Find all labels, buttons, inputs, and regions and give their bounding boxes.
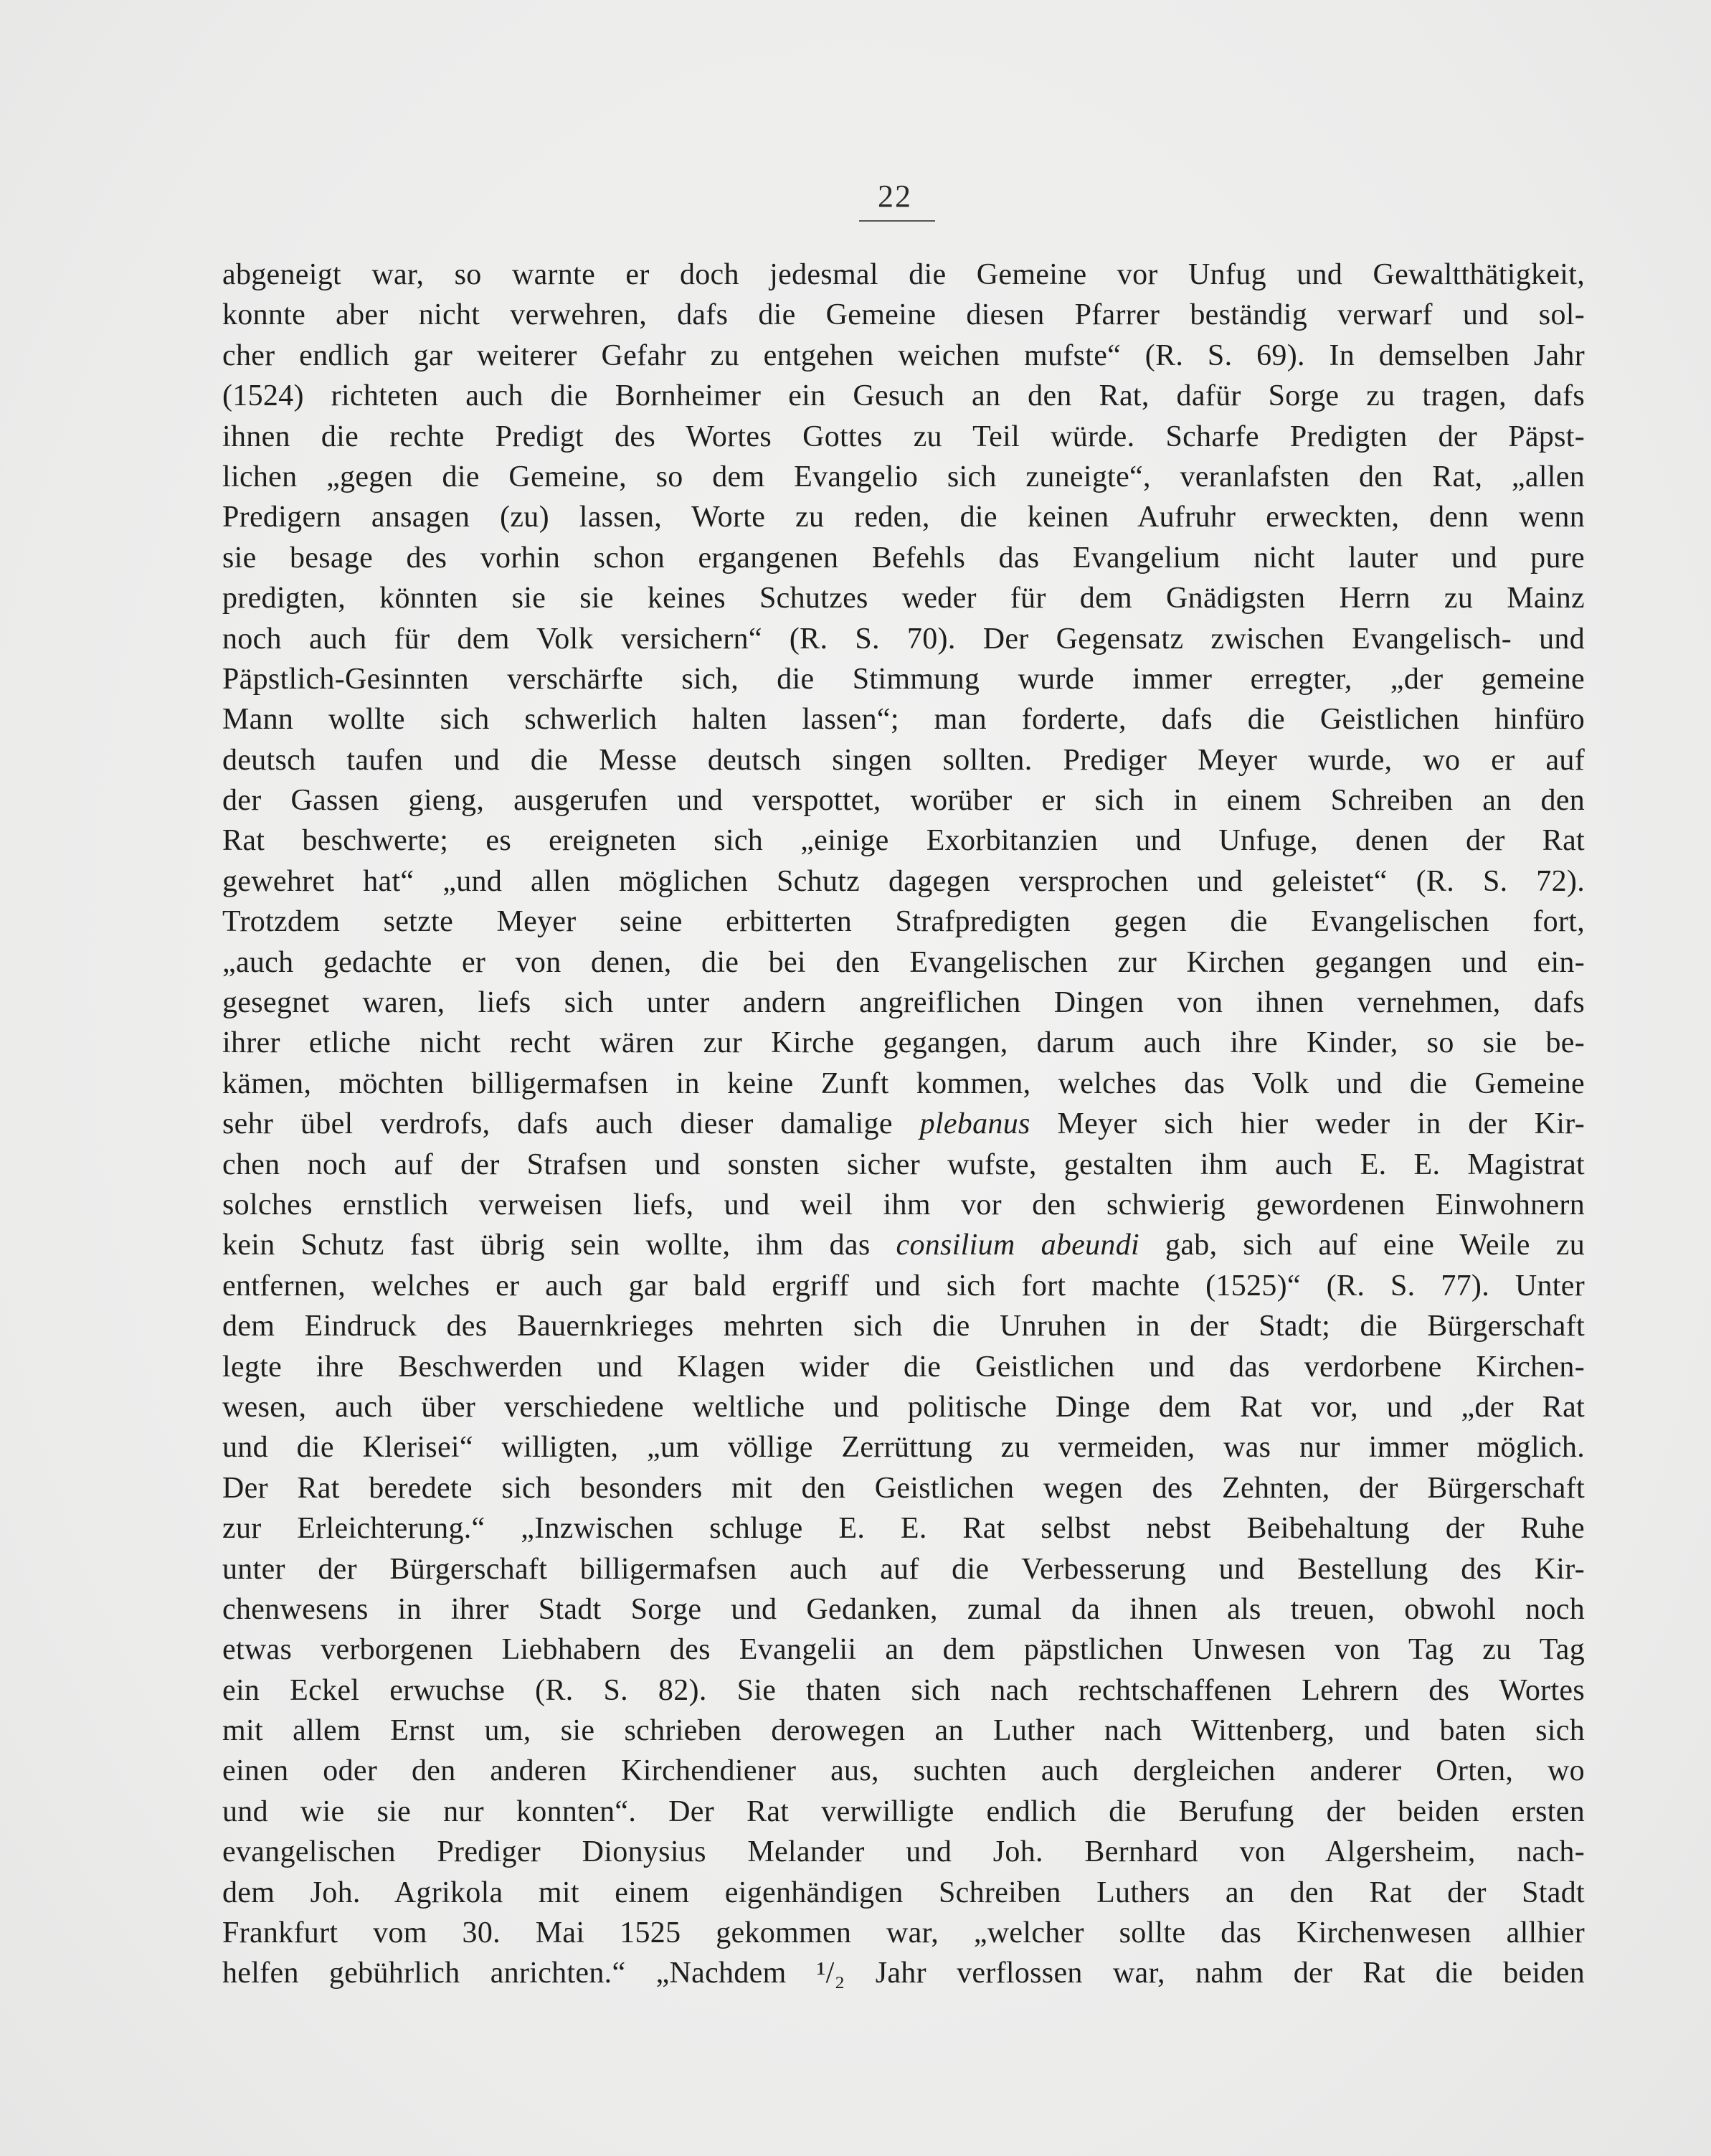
text-line: solches ernstlich verweisen liefs, und weil ihm vor den schwierig gewordenen Einwohnern bbox=[222, 1188, 1585, 1221]
text-line: mit allem Ernst um, sie schrieben derowegen an Luther nach Wittenberg, und baten sich bbox=[222, 1714, 1585, 1748]
text-line: lichen „gegen die Gemeine, so dem Evangelio sich zuneigte“, veranlafsten den Rat, „allen bbox=[222, 460, 1585, 493]
text-line: predigten, könnten sie sie keines Schutzes weder für dem Gnädigsten Herrn zu Mainz bbox=[222, 582, 1585, 615]
text-line: Mann wollte sich schwerlich halten lassen“; man forderte, dafs die Geistlichen hinfüro bbox=[222, 703, 1585, 737]
text-line: dem Eindruck des Bauernkrieges mehrten sich die Unruhen in der Stadt; die Bürgerschaft bbox=[222, 1310, 1585, 1343]
text-line: gesegnet waren, liefs sich unter andern angreiflichen Dingen von ihnen vernehmen, dafs bbox=[222, 986, 1585, 1020]
text-line: sie besage des vorhin schon ergangenen Befehls das Evangelium nicht lauter und pure bbox=[222, 541, 1585, 575]
text-line: Rat beschwerte; es ereigneten sich „einige Exorbitanzien und Unfuge, denen der Rat bbox=[222, 824, 1585, 858]
italic-term: plebanus bbox=[919, 1107, 1030, 1141]
text-line: deutsch taufen und die Messe deutsch singen sollten. Prediger Meyer wurde, wo er auf bbox=[222, 743, 1585, 777]
text-line: chenwesens in ihrer Stadt Sorge und Gedanken, zumal da ihnen als treuen, obwohl noch bbox=[222, 1592, 1585, 1626]
text-line: wesen, auch über verschiedene weltliche und politische Dinge dem Rat vor, und „der Rat bbox=[222, 1390, 1585, 1424]
text-line: Päpstlich-Gesinnten verschärfte sich, die Stimmung wurde immer erregter, „der gemeine bbox=[222, 662, 1585, 696]
text-line: entfernen, welches er auch gar bald ergriff und sich fort machte (1525)“ (R. S. 77). Unter bbox=[222, 1269, 1585, 1302]
italic-term: consilium abeundi bbox=[896, 1229, 1139, 1262]
text-line: (1524) richteten auch die Bornheimer ein Gesuch an den Rat, dafür Sorge zu tragen, dafs bbox=[222, 379, 1585, 413]
text-line: Trotzdem setzte Meyer seine erbitterten Strafpredigten gegen die Evangelischen fort, bbox=[222, 905, 1585, 939]
text-line: noch auch für dem Volk versichern“ (R. S. 70). Der Gegensatz zwischen Evangelisch- und bbox=[222, 622, 1585, 656]
text-line: Predigern ansagen (zu) lassen, Worte zu reden, die keinen Aufruhr erweckten, denn wenn bbox=[222, 501, 1585, 534]
text-line: sehr übel verdrofs, dafs auch dieser damalige plebanus Meyer sich hier weder in der Kir- bbox=[222, 1107, 1585, 1141]
text-line: ihrer etliche nicht recht wären zur Kirche gegangen, darum auch ihre Kinder, so sie be- bbox=[222, 1026, 1585, 1060]
text-line: und die Klerisei“ willigten, „um völlige Zerrüttung zu vermeiden, was nur immer möglich. bbox=[222, 1431, 1585, 1465]
text-line: abgeneigt war, so warnte er doch jedesmal die Gemeine vor Unfug und Gewaltthätigkeit, bbox=[222, 258, 1585, 291]
text-line: helfen gebührlich anrichten.“ „Nachdem ¹/₂ Jahr verflossen war, nahm der Rat die beiden bbox=[222, 1957, 1585, 1990]
text-line: dem Joh. Agrikola mit einem eigenhändigen Schreiben Luthers an den Rat der Stadt bbox=[222, 1876, 1585, 1909]
body-text bbox=[222, 255, 1585, 1994]
text-line: einen oder den anderen Kirchendiener aus, suchten auch dergleichen anderer Orten, wo bbox=[222, 1754, 1585, 1788]
text-line: cher endlich gar weiterer Gefahr zu entgehen weichen mufste“ (R. S. 69). In demselben Jahr bbox=[222, 339, 1585, 372]
text-line: ein Eckel erwuchse (R. S. 82). Sie thaten sich nach rechtschaffenen Lehrern des Wortes bbox=[222, 1673, 1585, 1707]
text-line: Der Rat beredete sich besonders mit den Geistlichen wegen des Zehnten, der Bürgerschaft bbox=[222, 1471, 1585, 1505]
text-line: gewehret hat“ „und allen möglichen Schutz dagegen versprochen und geleistet“ (R. S. 72). bbox=[222, 864, 1585, 898]
text-line: Frankfurt vom 30. Mai 1525 gekommen war, „welcher sollte das Kirchenwesen allhier bbox=[222, 1916, 1585, 1950]
text-line: konnte aber nicht verwehren, dafs die Gemeine diesen Pfarrer beständig verwarf und sol- bbox=[222, 298, 1585, 332]
page-number: 22 bbox=[878, 179, 912, 214]
text-line: der Gassen gieng, ausgerufen und verspottet, worüber er sich in einem Schreiben an den bbox=[222, 784, 1585, 818]
page-number-underline bbox=[859, 220, 935, 222]
text-line: legte ihre Beschwerden und Klagen wider die Geistlichen und das verdorbene Kirchen- bbox=[222, 1350, 1585, 1384]
text-line: zur Erleichterung.“ „Inzwischen schluge E. E. Rat selbst nebst Beibehaltung der Ruhe bbox=[222, 1512, 1585, 1546]
text-line: kein Schutz fast übrig sein wollte, ihm das consilium abeundi gab, sich auf eine Weile zu bbox=[222, 1229, 1585, 1262]
text-line: chen noch auf der Strafsen und sonsten sicher wufste, gestalten ihm auch E. E. Magistrat bbox=[222, 1148, 1585, 1181]
text-line: „auch gedachte er von denen, die bei den Evangelischen zur Kirchen gegangen und ein- bbox=[222, 945, 1585, 979]
text-line: evangelischen Prediger Dionysius Melander und Joh. Bernhard von Algersheim, nach- bbox=[222, 1835, 1585, 1869]
text-line: und wie sie nur konnten“. Der Rat verwilligte endlich die Berufung der beiden ersten bbox=[222, 1795, 1585, 1828]
text-line: etwas verborgenen Liebhabern des Evangelii an dem päpstlichen Unwesen von Tag zu Tag bbox=[222, 1633, 1585, 1667]
text-line: ihnen die rechte Predigt des Wortes Gottes zu Teil würde. Scharfe Predigten der Päpst- bbox=[222, 420, 1585, 453]
text-line: kämen, möchten billigermafsen in keine Zunft kommen, welches das Volk und die Gemeine bbox=[222, 1067, 1585, 1100]
text-line: unter der Bürgerschaft billigermafsen auch auf die Verbesserung und Bestellung des Kir- bbox=[222, 1552, 1585, 1586]
